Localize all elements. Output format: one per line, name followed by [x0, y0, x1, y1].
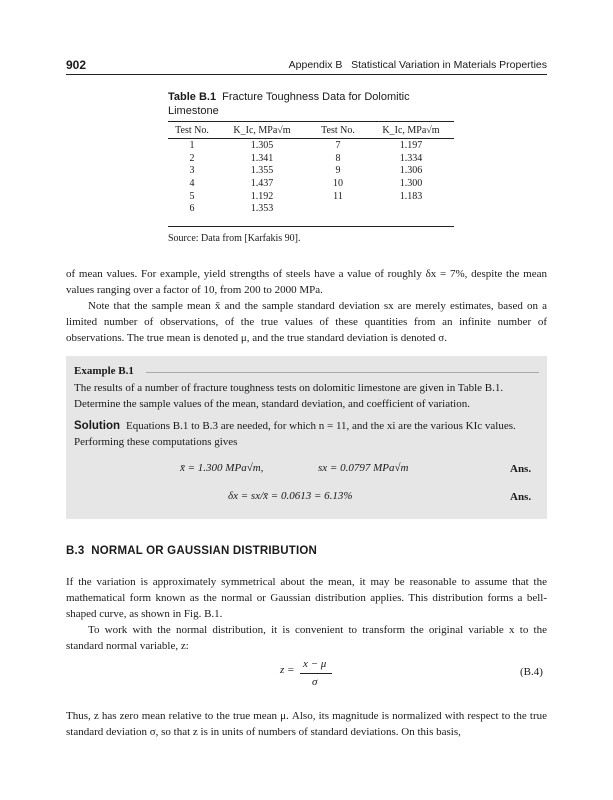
example-title-rule — [146, 372, 539, 373]
table-cell: 1 — [189, 140, 195, 152]
col-header-kic-1: K_Ic, MPa√m — [233, 124, 291, 136]
table-cell: 5 — [189, 190, 195, 202]
running-title: Appendix B Statistical Variation in Materials Properties — [288, 59, 547, 71]
col-header-kic-2: K_Ic, MPa√m — [382, 124, 440, 136]
equation-lhs: z = — [280, 664, 295, 676]
table-label: Table B.1 — [168, 91, 217, 103]
col-header-test-no-1: Test No. — [175, 124, 209, 136]
table-cell: 2 — [189, 152, 195, 164]
table-cell: 9 — [335, 165, 341, 177]
table-cell: 1.334 — [399, 152, 423, 164]
paragraph-standard-normal: To work with the normal distribution, it is convenient to transform the original variable x to the standard normal variable, z: — [66, 624, 547, 652]
solution-text: Equations B.1 to B.3 are needed, for which n = 11, and the xi are the various KIc values. Performing these computations gives — [74, 420, 516, 448]
table-cell — [308, 203, 368, 216]
solution-label: Solution — [74, 420, 120, 432]
table-cell: 1.353 — [250, 203, 274, 215]
table-cell: 4 — [189, 178, 195, 190]
header-rule — [66, 74, 547, 75]
table-header-row — [168, 123, 454, 137]
table-title: Fracture Toughness Data for Dolomitic Limestone — [168, 91, 410, 117]
table-row — [168, 178, 454, 191]
table-bottom-rule — [168, 226, 454, 227]
table-cell: 1.300 — [399, 178, 423, 190]
table-top-rule — [168, 121, 454, 122]
table-cell: 11 — [333, 190, 343, 202]
fracture-toughness-table — [168, 123, 454, 216]
table-cell: 10 — [333, 178, 343, 190]
table-cell: 1.183 — [399, 190, 423, 202]
table-cell: 1.341 — [250, 152, 274, 164]
table-cell: 8 — [335, 152, 341, 164]
table-cell: 1.355 — [250, 165, 274, 177]
section-heading: B.3 NORMAL OR GAUSSIAN DISTRIBUTION — [66, 545, 318, 557]
example-solution — [74, 418, 540, 450]
table-source: Source: Data from [Karfakis 90]. — [168, 233, 301, 244]
col-header-test-no-2: Test No. — [321, 124, 355, 136]
table-row — [168, 190, 454, 203]
equation-number: (B.4) — [520, 666, 543, 678]
table-cell — [368, 203, 454, 216]
example-problem-text: The results of a number of fracture toughness tests on dolomitic limestone are given in Table B.1. Determine the sample values of the mean, standard deviation, and coefficient of variation. — [74, 382, 504, 410]
paragraph-z-units: Thus, z has zero mean relative to the true mean μ. Also, its magnitude is normalized with respect to the true standard deviation σ, so that z is in units of numbers of standard deviations. On this basis, — [66, 710, 547, 738]
example-title: Example B.1 — [74, 365, 134, 377]
table-row — [168, 153, 454, 166]
table-row — [168, 203, 454, 216]
equation-std-dev: sx = 0.0797 MPa√m — [318, 462, 409, 474]
equation-mean: x̄ = 1.300 MPa√m, — [180, 462, 264, 474]
table-cell: 1.306 — [399, 165, 423, 177]
table-row — [168, 140, 454, 153]
answer-marker-1: Ans. — [510, 463, 532, 475]
answer-marker-2: Ans. — [510, 491, 532, 503]
paragraph-normal-distribution: If the variation is approximately symmetrical about the mean, it may be reasonable to assume that the mathematical form known as the normal or Gaussian distribution applies. This distribution forms a bell-shaped curve, as shown in Fig. B.1. — [66, 576, 547, 620]
equation-coef-variation: δx = sx/x̄ = 0.0613 = 6.13% — [228, 490, 353, 502]
equation-fraction-bar — [300, 673, 332, 674]
equation-denominator: σ — [312, 676, 318, 688]
table-row — [168, 165, 454, 178]
table-caption — [168, 90, 458, 118]
paragraph-sample-estimates: Note that the sample mean x̄ and the sample standard deviation sx are merely estimates, based on a limited number of observations, of the true values of these quantities from an infinite number of observations. The true mean is denoted μ, and the true standard deviation is denoted σ. — [66, 300, 547, 344]
table-cell: 6 — [189, 203, 195, 215]
table-cell: 1.192 — [250, 190, 274, 202]
table-cell: 7 — [335, 140, 341, 152]
page-number: 902 — [66, 58, 87, 72]
table-cell: 1.437 — [250, 178, 274, 190]
table-cell: 1.305 — [250, 140, 274, 152]
equation-numerator: x − μ — [303, 658, 327, 670]
paragraph-intro: of mean values. For example, yield strengths of steels have a value of roughly δx = 7%, despite the mean values ranging over a factor of 10, from 200 to 2000 MPa. — [66, 268, 547, 296]
table-cell: 1.197 — [399, 140, 423, 152]
table-cell: 3 — [189, 165, 195, 177]
